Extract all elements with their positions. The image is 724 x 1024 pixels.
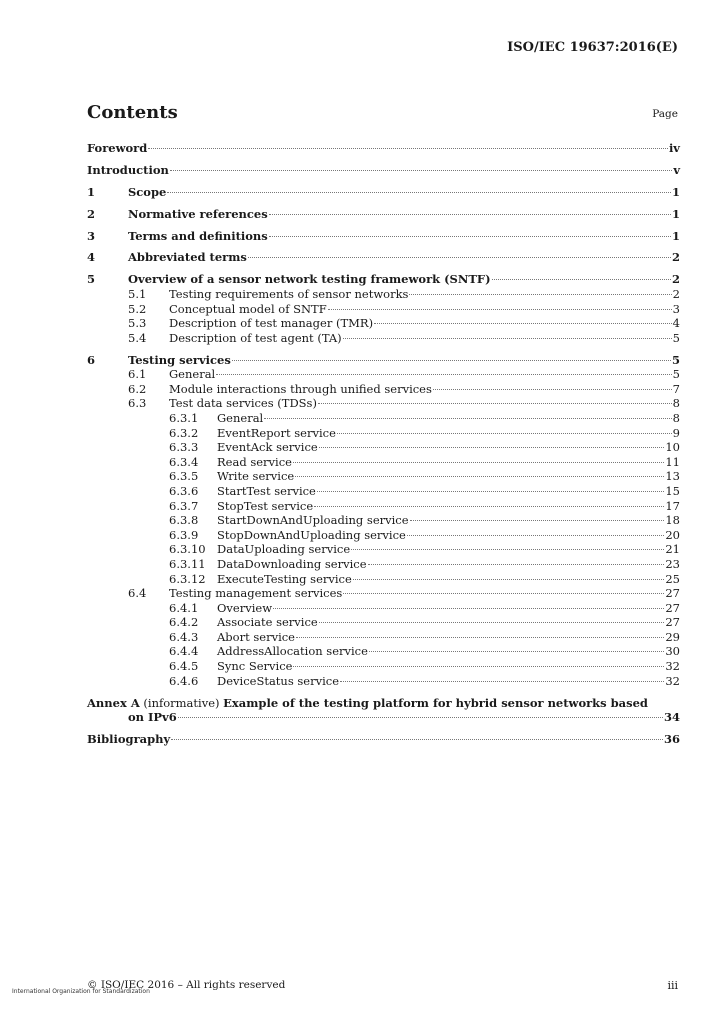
leader-dots [293,462,664,463]
toc-page-number: 5 [671,352,680,367]
toc-entry-6-3-9[interactable] [87,528,680,543]
toc-entry-6-3-2[interactable] [87,426,680,441]
leader-dots [167,192,671,193]
leader-dots [216,374,671,375]
toc-entry-text: Module interactions through unified services [169,381,432,396]
org-watermark: International Organization for Standardization [12,988,150,995]
toc-entry-text: ExecuteTesting service [217,571,352,586]
leader-dots [343,593,664,594]
toc-entry-6-4-4[interactable] [87,644,680,659]
toc-page-number: 18 [665,513,680,528]
annex-qualifier: (informative) [143,695,220,710]
toc-entry-text: Foreword [87,141,148,155]
toc-entry-6-4-5[interactable] [87,659,680,674]
leader-dots [269,214,671,215]
toc-page-number: 2 [671,250,680,265]
toc-entry-number: 6.3.10 [169,542,206,557]
toc-page-number: 11 [665,454,680,469]
toc-page-number: 32 [665,673,680,688]
toc-page-number: 29 [665,629,680,644]
toc-entry-text: Write service [217,469,295,484]
copyright-notice: © ISO/IEC 2016 – All rights reserved [87,979,286,991]
page-title: Contents [87,102,178,123]
toc-entry-text: DeviceStatus service [217,673,340,688]
leader-dots [319,447,665,448]
toc-entry-6-3-5[interactable] [87,469,680,484]
leader-dots [171,739,663,740]
toc-entry-number: 6.4.5 [169,659,199,674]
footer-page-number: iii [667,979,678,992]
toc-page-number: 27 [665,586,680,601]
toc-entry-text: Read service [217,454,292,469]
toc-page-number: 5 [672,330,680,345]
toc-entry-text: Test data services (TDSs) [169,396,317,411]
toc-entry-6-3-4[interactable] [87,455,680,470]
leader-dots [410,520,665,521]
toc-page-number: 17 [665,498,680,513]
toc-page-number: 2 [672,286,680,301]
toc-entry-text: DataDownloading service [217,556,367,571]
toc-entry-text: EventReport service [217,425,336,440]
toc-entry-number: 6.4.6 [169,673,199,688]
toc-entry-text: Description of test agent (TA) [169,330,342,345]
toc-page-number: 34 [663,710,680,725]
toc-entry-number: 6.3 [128,396,147,411]
toc-entry-number: 6.3.9 [169,527,199,542]
toc-entry-number: 6.3.3 [169,440,199,455]
leader-dots [232,360,671,361]
toc-entry-5-2[interactable] [87,302,680,317]
leader-dots [337,433,672,434]
toc-entry-number: 5.1 [128,286,147,301]
toc-entry-text: Scope [128,184,167,199]
page-column-label: Page [652,108,678,120]
toc-entry-6-3[interactable] [87,396,680,411]
toc-entry-3[interactable] [87,229,680,244]
annex-title-line-2 [87,710,680,725]
toc-page-number: 9 [672,425,680,440]
toc-entry-number: 6.3.1 [169,410,199,425]
toc-entry-text: Overview [217,600,273,615]
annex-title-line-1 [87,696,680,711]
toc-page-number: 10 [665,440,680,455]
toc-page-number: 15 [665,483,680,498]
document-id: ISO/IEC 19637:2016(E) [507,40,678,55]
toc-entry-text: Abort service [217,629,295,644]
toc-entry-6-3-8[interactable] [87,513,680,528]
toc-page-number: 32 [665,659,680,674]
leader-dots [369,651,664,652]
toc-entry-number: 6.3.8 [169,513,199,528]
toc-entry-number: 3 [87,228,96,243]
toc-entry-text: AddressAllocation service [217,644,368,659]
toc-entry-number: 5.2 [128,301,147,316]
toc-entry-1[interactable] [87,185,680,200]
toc-entry-text: General [217,410,264,425]
toc-page-number: 20 [665,527,680,542]
leader-dots [368,564,665,565]
toc-entry-number: 6.3.5 [169,469,199,484]
toc-page-number: 1 [671,228,680,243]
leader-dots [170,170,672,171]
toc-page-number: 21 [665,542,680,557]
toc-entry-text: General [169,367,216,382]
leader-dots [295,476,664,477]
toc-entry-bibliography[interactable] [87,732,680,747]
toc-entry-6-4-1[interactable] [87,601,680,616]
toc-entry-number: 5 [87,272,96,287]
toc-entry-5-4[interactable] [87,331,680,346]
toc-entry-text: Conceptual model of SNTF [169,301,327,316]
toc-entry-number: 6.3.6 [169,483,199,498]
leader-dots [178,717,663,718]
toc-entry-number: 5.3 [128,316,147,331]
toc-entry-6-3-1[interactable] [87,411,680,426]
toc-entry-annex-a[interactable] [87,696,680,725]
toc-entry-text: Overview of a sensor network testing framework (SNTF) [128,272,491,287]
toc-page-number: 36 [663,732,680,747]
toc-entry-number: 6.4 [128,586,147,601]
leader-dots [317,491,664,492]
toc-entry-6-3-3[interactable] [87,440,680,455]
toc-entry-6-3-6[interactable] [87,484,680,499]
toc-entry-text: Testing services [128,352,231,367]
leader-dots [273,608,664,609]
toc-entry-6-3-11[interactable] [87,557,680,572]
leader-dots [351,549,664,550]
toc-entry-6-4-3[interactable] [87,630,680,645]
toc-page-number: 7 [672,381,680,396]
leader-dots [492,279,671,280]
toc-entry-6-4-2[interactable] [87,615,680,630]
toc-entry-number: 6.1 [128,367,147,382]
toc-page-number: 23 [665,556,680,571]
leader-dots [343,338,672,339]
leader-dots [148,148,668,149]
toc-entry-number: 6.4.3 [169,629,199,644]
toc-page-number: 25 [665,571,680,586]
toc-page-number: 1 [671,184,680,199]
toc-page-number: v [673,162,680,177]
toc-entry-5-1[interactable] [87,287,680,302]
leader-dots [374,323,672,324]
leader-dots [409,294,671,295]
toc-entry-6-1[interactable] [87,367,680,382]
toc-entry-6-4-6[interactable] [87,674,680,689]
toc-entry-number: 6.3.7 [169,498,199,513]
toc-page-number: 8 [672,410,680,425]
toc-page-number: 1 [671,206,680,221]
leader-dots [353,579,665,580]
toc-entry-text: Sync Service [217,659,293,674]
toc-entry-text: Abbreviated terms [128,250,247,265]
toc-entry-4[interactable] [87,250,680,265]
leader-dots [269,236,671,237]
leader-dots [407,535,665,536]
toc-entry-text: Description of test manager (TMR) [169,316,374,331]
leader-dots [328,309,672,310]
annex-label: Annex A [87,695,140,710]
toc-entry-text: StartTest service [217,483,316,498]
toc-entry-number: 6.3.11 [169,556,206,571]
toc-entry-number: 1 [87,184,96,199]
leader-dots [248,257,671,258]
toc-entry-text: Testing management services [169,586,343,601]
toc-entry-number: 6.3.4 [169,454,199,469]
toc-entry-number: 2 [87,206,96,221]
toc-entry-number: 4 [87,250,96,265]
toc-entry-text: StartDownAndUploading service [217,513,409,528]
toc-entry-foreword[interactable] [87,141,680,156]
toc-entry-5[interactable] [87,272,680,287]
toc-page-number: 2 [671,272,680,287]
leader-dots [314,506,664,507]
toc-page-number: 4 [672,316,680,331]
toc-entry-6-3-12[interactable] [87,572,680,587]
toc-page-number: iv [668,141,680,155]
toc-entry-number: 6.3.2 [169,425,199,440]
toc-entry-text: Terms and definitions [128,228,268,243]
toc-entry-6-3-10[interactable] [87,542,680,557]
leader-dots [296,637,664,638]
toc-page-number: 8 [672,396,680,411]
toc-entry-number: 6.4.2 [169,615,199,630]
toc-entry-text: Associate service [217,615,318,630]
toc-entry-number: 6.3.12 [169,571,206,586]
annex-title-continuation: on IPv6 [128,710,177,725]
toc-page-number: 27 [665,600,680,615]
toc-entry-text: StopDownAndUploading service [217,527,406,542]
toc-entry-text: Normative references [128,206,268,221]
toc-entry-number: 6.4.4 [169,644,199,659]
toc-entry-text: DataUploading service [217,542,351,557]
table-of-contents [87,141,680,747]
toc-entry-6-4[interactable] [87,586,680,601]
leader-dots [293,666,664,667]
toc-page-number: 30 [665,644,680,659]
leader-dots [340,681,664,682]
toc-entry-text: Introduction [87,162,169,177]
leader-dots [264,418,671,419]
toc-page-number: 3 [672,301,680,316]
leader-dots [319,622,665,623]
toc-entry-6[interactable] [87,353,680,368]
toc-entry-number: 6 [87,352,96,367]
toc-entry-text: EventAck service [217,440,318,455]
toc-entry-6-2[interactable] [87,382,680,397]
toc-entry-2[interactable] [87,207,680,222]
toc-page-number: 27 [665,615,680,630]
toc-entry-text: Testing requirements of sensor networks [169,286,409,301]
toc-entry-number: 6.4.1 [169,600,199,615]
toc-entry-number: 6.2 [128,381,147,396]
toc-entry-introduction[interactable] [87,163,680,178]
toc-entry-text: StopTest service [217,498,314,513]
toc-entry-5-3[interactable] [87,316,680,331]
toc-entry-6-3-7[interactable] [87,499,680,514]
leader-dots [318,403,672,404]
toc-entry-number: 5.4 [128,330,147,345]
toc-page-number: 5 [672,367,680,382]
toc-entry-text: Bibliography [87,732,171,747]
annex-title: Example of the testing platform for hybrid sensor networks based [223,695,648,710]
leader-dots [433,389,672,390]
toc-page-number: 13 [665,469,680,484]
